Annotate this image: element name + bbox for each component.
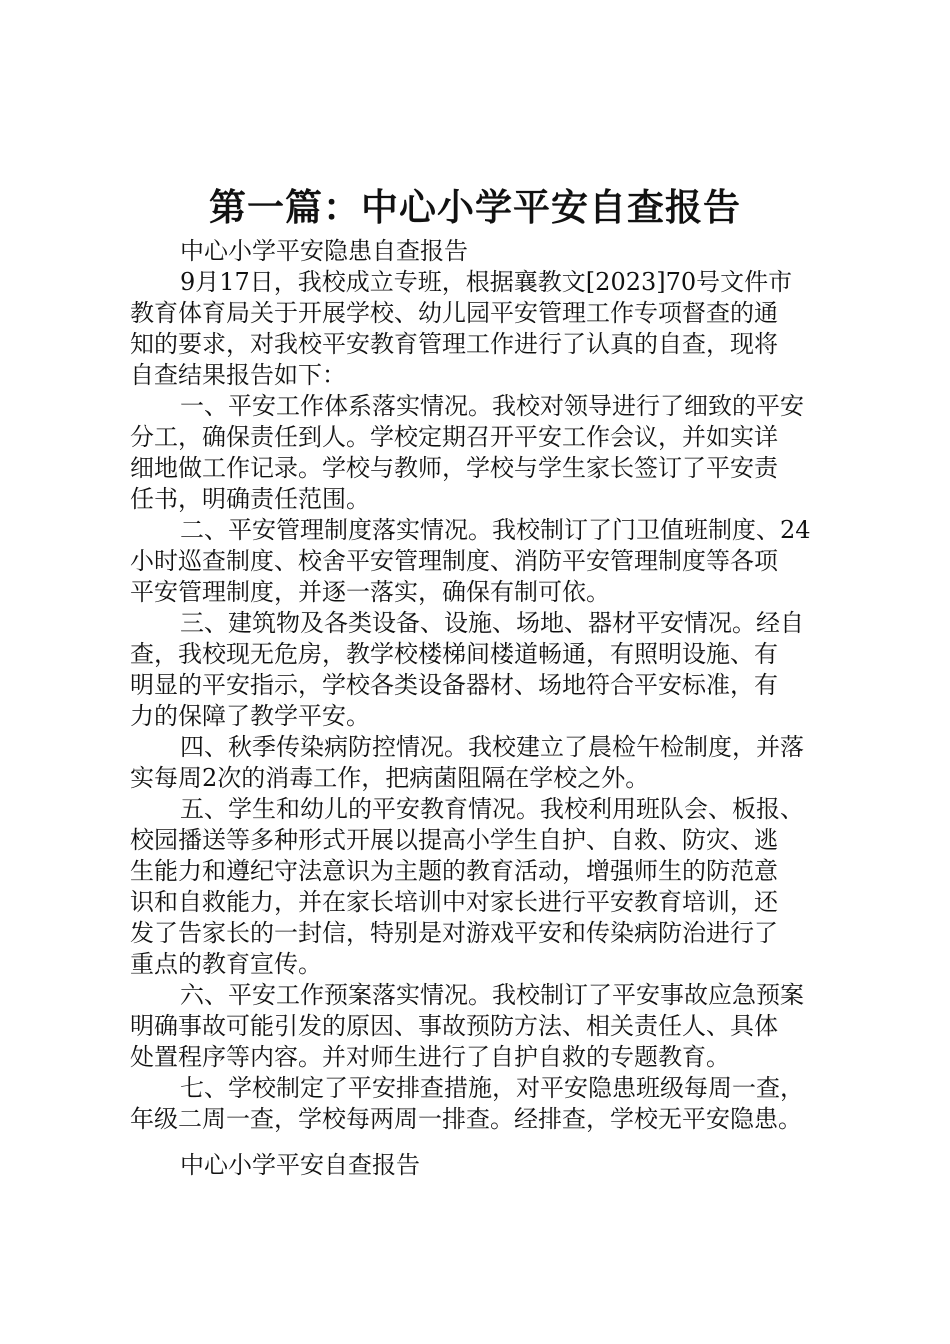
text-line: 三、建筑物及各类设备、设施、场地、器材平安情况。经自 [180, 609, 804, 637]
text-line: 校园播送等多种形式开展以提高小学生自护、自救、防灾、逃 [130, 826, 778, 854]
text-line: 年级二周一查，学校每两周一排查。经排查，学校无平安隐患。 [130, 1105, 802, 1133]
text-line: 五、学生和幼儿的平安教育情况。我校利用班队会、板报、 [180, 795, 804, 823]
second-report-heading: 中心小学平安自查报告 [180, 1151, 420, 1179]
text-line: 发了告家长的一封信，特别是对游戏平安和传染病防治进行了 [130, 919, 778, 947]
text-line: 小时巡查制度、校舍平安管理制度、消防平安管理制度等各项 [130, 547, 778, 575]
text-line: 查，我校现无危房，教学校楼梯间楼道畅通，有照明设施、有 [130, 640, 778, 668]
text-line: 任书，明确责任范围。 [130, 485, 370, 513]
text-line: 分工，确保责任到人。学校定期召开平安工作会议，并如实详 [130, 423, 778, 451]
text-line: 明确事故可能引发的原因、事故预防方法、相关责任人、具体 [130, 1012, 778, 1040]
text-line: 重点的教育宣传。 [130, 950, 322, 978]
text-line: 力的保障了教学平安。 [130, 702, 370, 730]
text-line: 四、秋季传染病防控情况。我校建立了晨检午检制度，并落 [180, 733, 804, 761]
text-line: 细地做工作记录。学校与教师，学校与学生家长签订了平安责 [130, 454, 778, 482]
document-body [130, 236, 830, 1135]
text-line: 平安管理制度，并逐一落实，确保有制可依。 [130, 578, 610, 606]
text-line: 六、平安工作预案落实情况。我校制订了平安事故应急预案 [180, 981, 804, 1009]
text-line: 知的要求，对我校平安教育管理工作进行了认真的自查，现将 [130, 330, 778, 358]
text-line: 教育体育局关于开展学校、幼儿园平安管理工作专项督查的通 [130, 299, 778, 327]
document-title: 第一篇：中心小学平安自查报告 [209, 186, 741, 229]
text-line: 七、学校制定了平安排查措施，对平安隐患班级每周一查， [180, 1074, 804, 1102]
text-line: 实每周2次的消毒工作，把病菌阻隔在学校之外。 [130, 764, 650, 792]
text-line: 处置程序等内容。并对师生进行了自护自救的专题教育。 [130, 1043, 730, 1071]
text-line: 明显的平安指示，学校各类设备器材、场地符合平安标准，有 [130, 671, 778, 699]
text-line: 识和自救能力，并在家长培训中对家长进行平安教育培训，还 [130, 888, 778, 916]
text-line: 生能力和遵纪守法意识为主题的教育活动，增强师生的防范意 [130, 857, 778, 885]
text-line: 自查结果报告如下： [130, 361, 346, 389]
text-line: 9月17日，我校成立专班，根据襄教文[2023]70号文件市 [180, 268, 793, 296]
text-line: 中心小学平安隐患自查报告 [180, 237, 468, 265]
text-line: 一、平安工作体系落实情况。我校对领导进行了细致的平安 [180, 392, 804, 420]
text-line: 二、平安管理制度落实情况。我校制订了门卫值班制度、24 [180, 516, 811, 544]
